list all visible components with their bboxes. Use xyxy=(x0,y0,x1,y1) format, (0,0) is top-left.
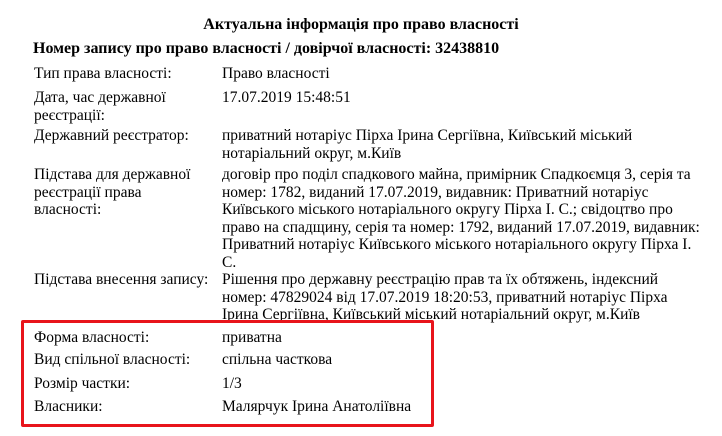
row-label: Дата, час державної реєстрації: xyxy=(34,89,166,124)
row-label: Підстава для державної реєстрації права власності: xyxy=(34,166,191,218)
row-value: договір про поділ спадкового майна, примірник Спадкоємця 3, серія та номер: 1782, виданий 17.07.2019, видавник: Приватний нотаріус Київського міського нотаріального округу Пірха І. С.; свідоцтво про право на спадщину, серія та номер: 1792, виданий 17.07.2019, видавник: Приватний нотаріус Київського міського нотаріального округу Пірха І. С. xyxy=(222,166,700,271)
row-label: Власники: xyxy=(34,398,103,415)
record-number: Номер запису про право власності / довірчої власності: 32438810 xyxy=(33,40,500,57)
page-title: Актуальна інформація про право власності xyxy=(203,16,519,33)
row-label: Форма власності: xyxy=(34,329,150,346)
row-value: 1/3 xyxy=(222,375,242,392)
row-label: Вид спільної власності: xyxy=(34,351,191,368)
row-value: 17.07.2019 15:48:51 xyxy=(222,89,351,106)
row-value: Малярчук Ірина Анатоліївна xyxy=(222,398,412,415)
row-value: приватна xyxy=(222,329,282,346)
row-value: спільна часткова xyxy=(222,351,333,368)
row-label: Тип права власності: xyxy=(34,65,172,82)
row-label: Державний реєстратор: xyxy=(34,127,189,144)
row-value: приватний нотаріус Пірха Ірина Сергіївна, Київський міський нотаріальний округ, м.Київ xyxy=(222,127,633,162)
row-label: Розмір частки: xyxy=(34,375,131,392)
highlight-box xyxy=(21,320,434,427)
row-value: Право власності xyxy=(222,65,330,82)
row-value: Рішення про державну реєстрацію прав та їх обтяжень, індексний номер: 47829024 від 17.07.2019 18:20:53, приватний нотаріус Пірха Ірина Сергіївна, Київський міський нотаріальний округ, м.Київ xyxy=(222,271,668,323)
row-label: Підстава внесення запису: xyxy=(34,271,209,288)
